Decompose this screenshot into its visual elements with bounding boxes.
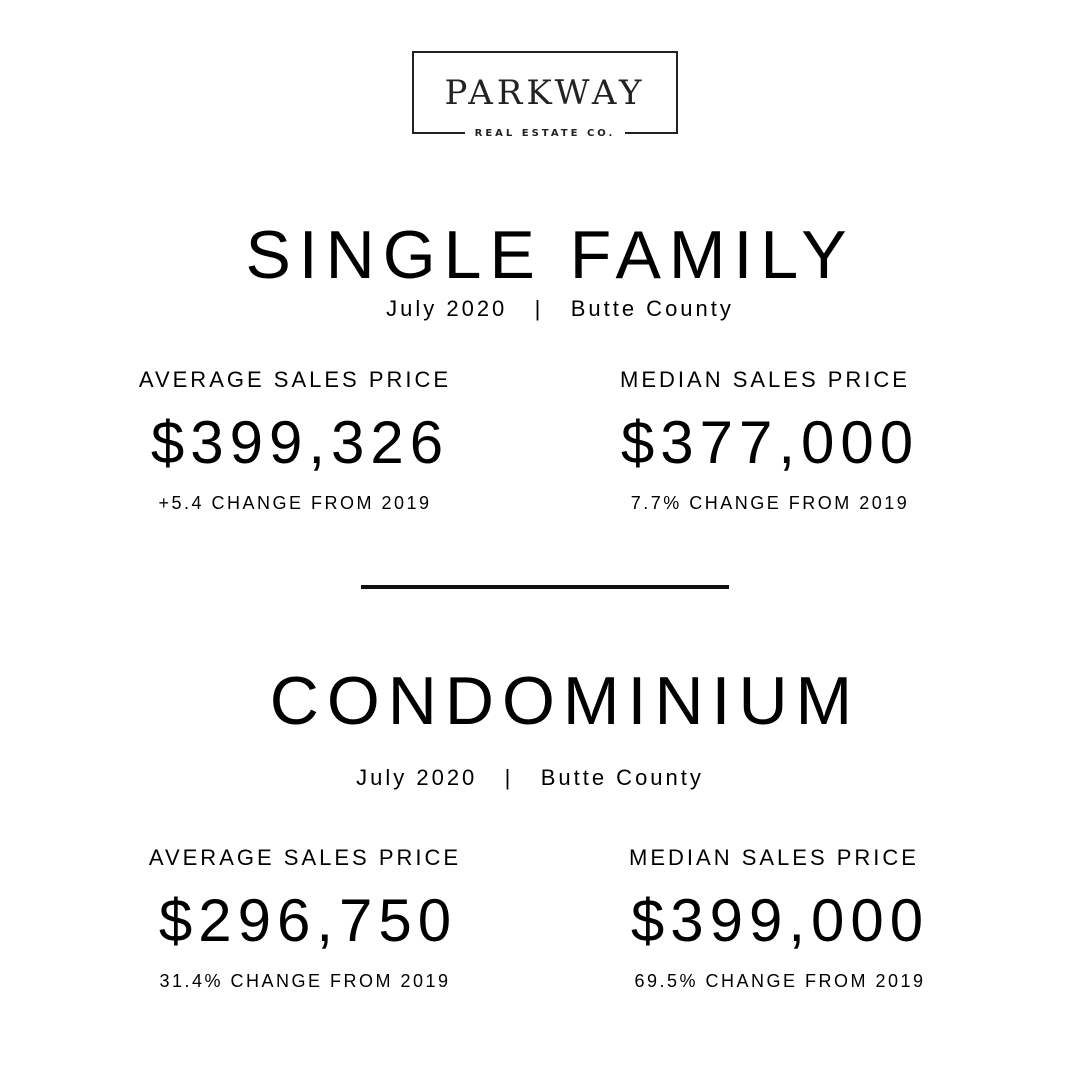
- condominium-average-label: AVERAGE SALES PRICE: [148, 845, 462, 870]
- condominium-period: July 2020: [356, 765, 478, 790]
- condominium-average-value: $296,750: [158, 887, 458, 954]
- condominium-median-value: $399,000: [630, 887, 930, 954]
- single-family-median-label: MEDIAN SALES PRICE: [620, 367, 910, 392]
- single-family-median-change: 7.7% CHANGE FROM 2019: [630, 493, 910, 513]
- logo-tagline: REAL ESTATE CO.: [465, 128, 626, 139]
- single-family-subtitle: [360, 296, 760, 322]
- condominium-median-label: MEDIAN SALES PRICE: [629, 845, 919, 870]
- condominium-median-change: 69.5% CHANGE FROM 2019: [634, 971, 926, 991]
- single-family-median-value: $377,000: [620, 409, 920, 476]
- logo-tagline-wrap: [414, 123, 676, 141]
- single-family-average-value: $399,326: [150, 409, 450, 476]
- section-divider: [361, 585, 729, 589]
- single-family-separator: |: [534, 296, 544, 321]
- single-family-period: July 2020: [386, 296, 508, 321]
- condominium-separator: |: [504, 765, 514, 790]
- single-family-title: SINGLE FAMILY: [245, 217, 855, 293]
- condominium-subtitle: [330, 765, 730, 791]
- single-family-average-label: AVERAGE SALES PRICE: [138, 367, 452, 392]
- condominium-title: CONDOMINIUM: [269, 663, 861, 739]
- condominium-average-change: 31.4% CHANGE FROM 2019: [159, 971, 451, 991]
- logo: [412, 51, 678, 139]
- condominium-location: Butte County: [540, 765, 704, 790]
- single-family-average-change: +5.4 CHANGE FROM 2019: [158, 493, 432, 513]
- logo-name: PARKWAY: [444, 73, 646, 113]
- single-family-location: Butte County: [570, 296, 734, 321]
